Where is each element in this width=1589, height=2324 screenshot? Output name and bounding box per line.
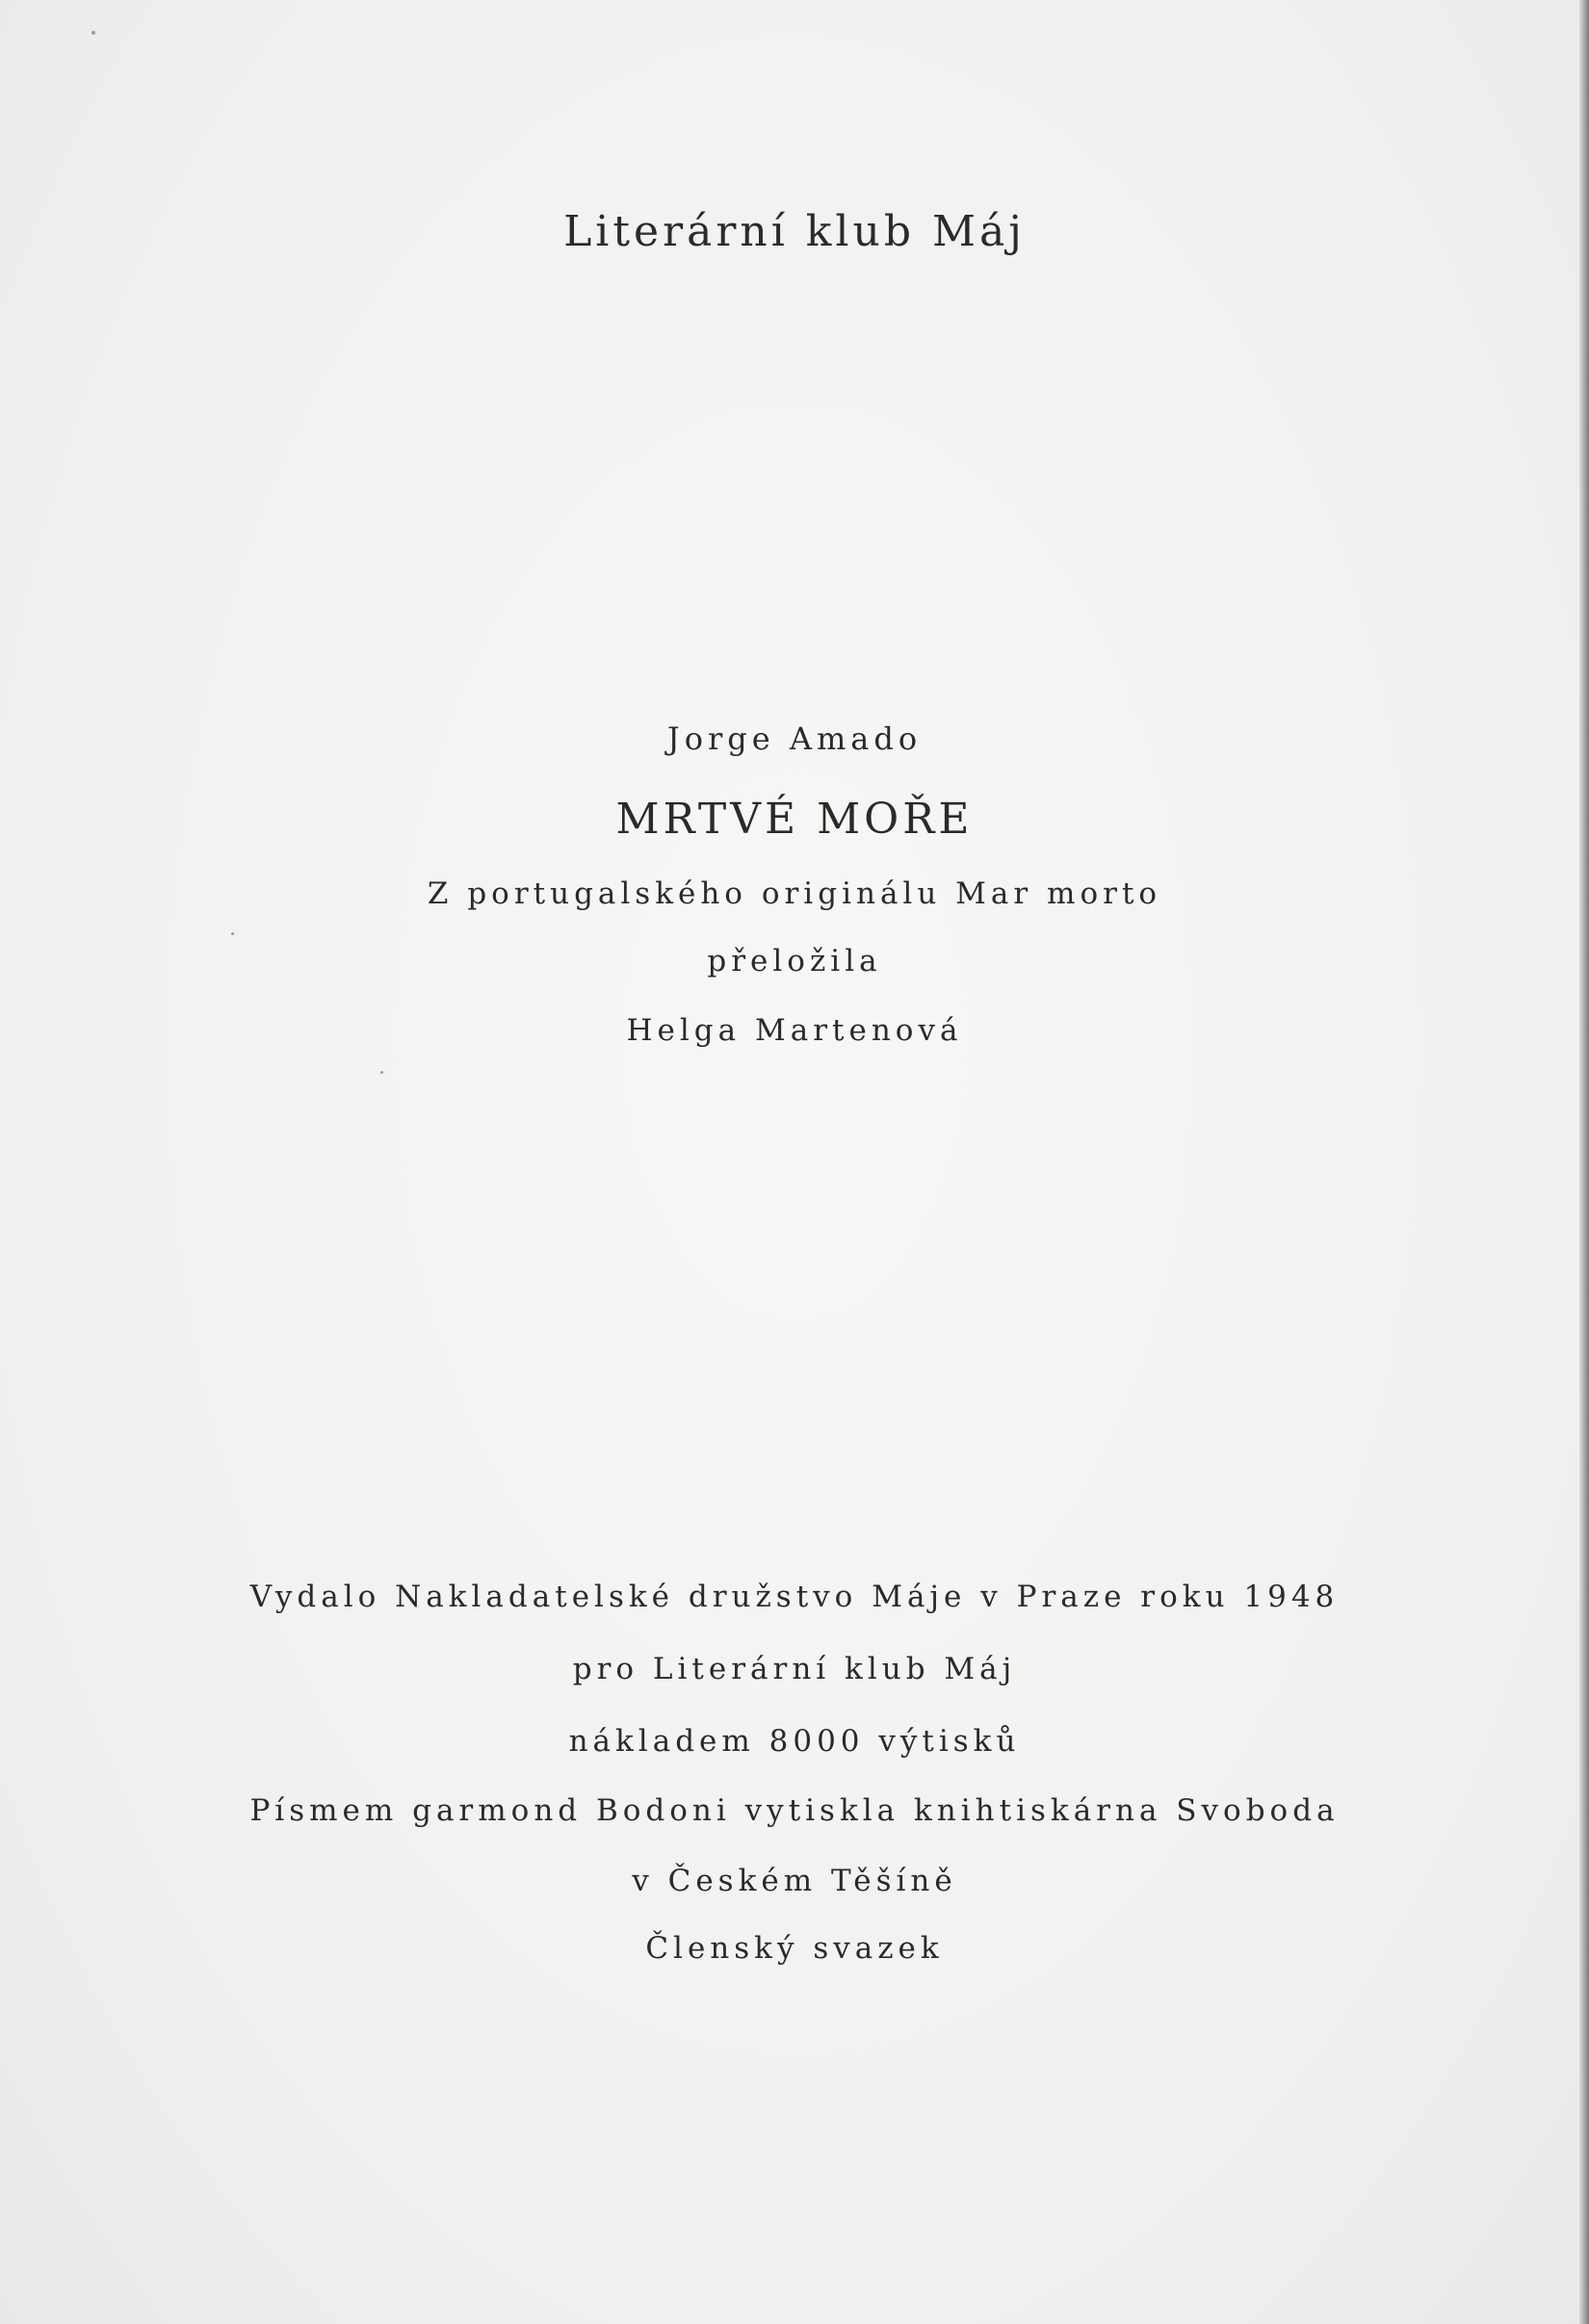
- original-title-line: Z portugalského originálu Mar morto: [427, 876, 1162, 911]
- paper-speck: [91, 31, 95, 35]
- translator-name: Helga Martenová: [626, 1013, 963, 1048]
- book-title: MRTVÉ MOŘE: [615, 795, 974, 844]
- author-name: Jorge Amado: [666, 720, 923, 757]
- paper-speck: [380, 1071, 383, 1074]
- imprint-line: Vydalo Nakladatelské družstvo Máje v Praze roku 1948: [249, 1580, 1340, 1614]
- imprint-line: Členský svazek: [645, 1931, 944, 1966]
- page-edge: [1579, 0, 1589, 2324]
- imprint-line: pro Literární klub Máj: [572, 1652, 1017, 1686]
- club-name: Literární klub Máj: [563, 207, 1026, 256]
- paper-speck: [231, 932, 234, 935]
- translated-by-label: přeložila: [707, 944, 882, 979]
- imprint-line: Písmem garmond Bodoni vytiskla knihtiskárna Svoboda: [249, 1793, 1340, 1828]
- imprint-line: v Českém Těšíně: [632, 1864, 957, 1898]
- imprint-line: nákladem 8000 výtisků: [568, 1724, 1021, 1759]
